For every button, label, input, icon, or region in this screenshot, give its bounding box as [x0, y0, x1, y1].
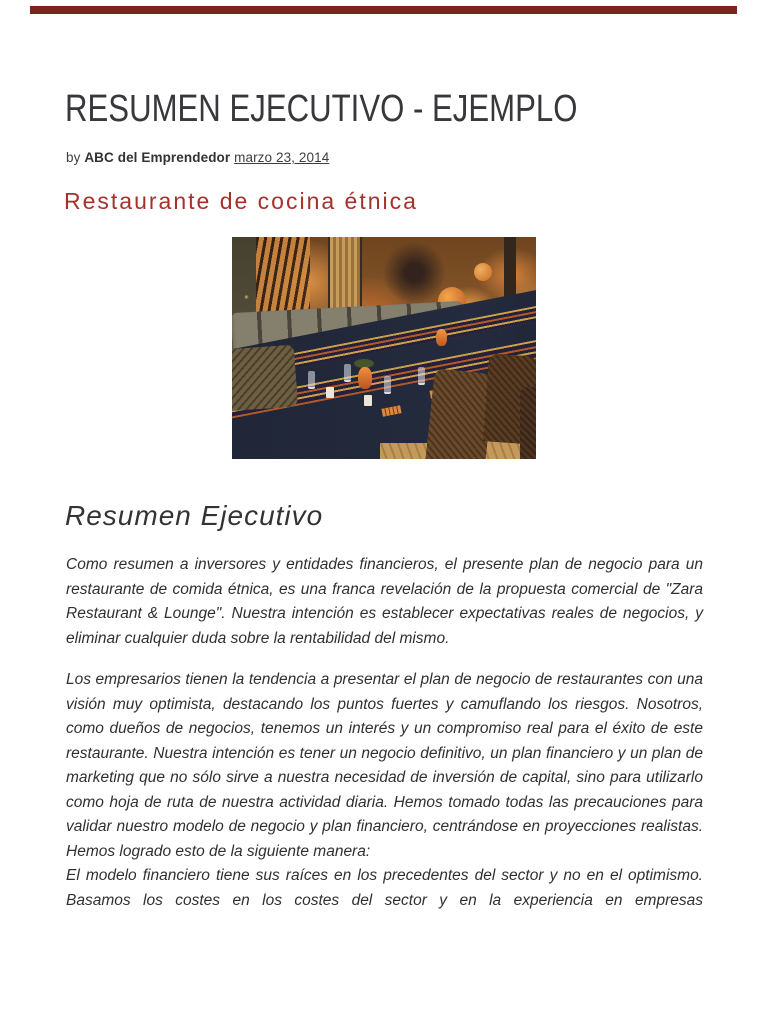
paragraph: Como resumen a inversores y entidades financieros, el presente plan de negocio para un restaurante de comida étnica, es una franca revelación de la propuesta comercial de "Zara Restaurant & Lounge". Nuestra intención es establecer expectativas reales de negocios, y eliminar cualquier duda sobre la rentabilidad del mismo. [66, 556, 703, 647]
photo-orange-vase [358, 367, 372, 389]
photo-glass [418, 367, 425, 385]
photo-glass [384, 376, 391, 394]
section-heading: Resumen Ejecutivo [65, 500, 324, 531]
photo-glass [344, 364, 351, 382]
document-body [66, 553, 703, 913]
photo-wicker-chair-left [232, 345, 298, 412]
category-heading: Restaurante de cocina étnica [64, 188, 418, 214]
byline-date-link[interactable]: marzo 23, 2014 [234, 150, 330, 165]
photo-candle [326, 387, 334, 398]
paragraph: El modelo financiero tiene sus raíces en los precedentes del sector y no en el optimismo. Basamos los costes en los costes del sector y en la experiencia en empresas [66, 867, 703, 909]
top-accent-bar [30, 6, 737, 14]
photo-wicker-chair-right [520, 387, 536, 459]
byline-author: ABC del Emprendedor [84, 150, 231, 165]
byline [66, 150, 329, 165]
photo-candle [364, 395, 372, 406]
photo-glass [308, 371, 315, 389]
byline-prefix: by [66, 150, 81, 165]
photo-orange-mask-small [474, 263, 492, 281]
article-photo [232, 237, 536, 459]
paragraph: Los empresarios tienen la tendencia a presentar el plan de negocio de restaurantes con una visión muy optimista, destacando los puntos fuertes y camuflando los riesgos. Nosotros, como dueños de negocios, tenemos un interés y un compromiso real para el éxito de este restaurante. Nuestra intención es tener un negocio definitivo, un plan financiero y un plan de marketing que no sólo sirve a nuestra necesidad de inversión de capital, sino para utilizarlo como hoja de ruta de nuestra actividad diaria. Hemos tomado todas las precauciones para validar nuestro modelo de negocio y plan financiero, centrándose en proyecciones realistas. Hemos logrado esto de la siguiente manera: [66, 671, 703, 860]
article-title: RESUMEN EJECUTIVO - EJEMPLO [65, 88, 578, 130]
photo-orange-vase [436, 329, 447, 346]
